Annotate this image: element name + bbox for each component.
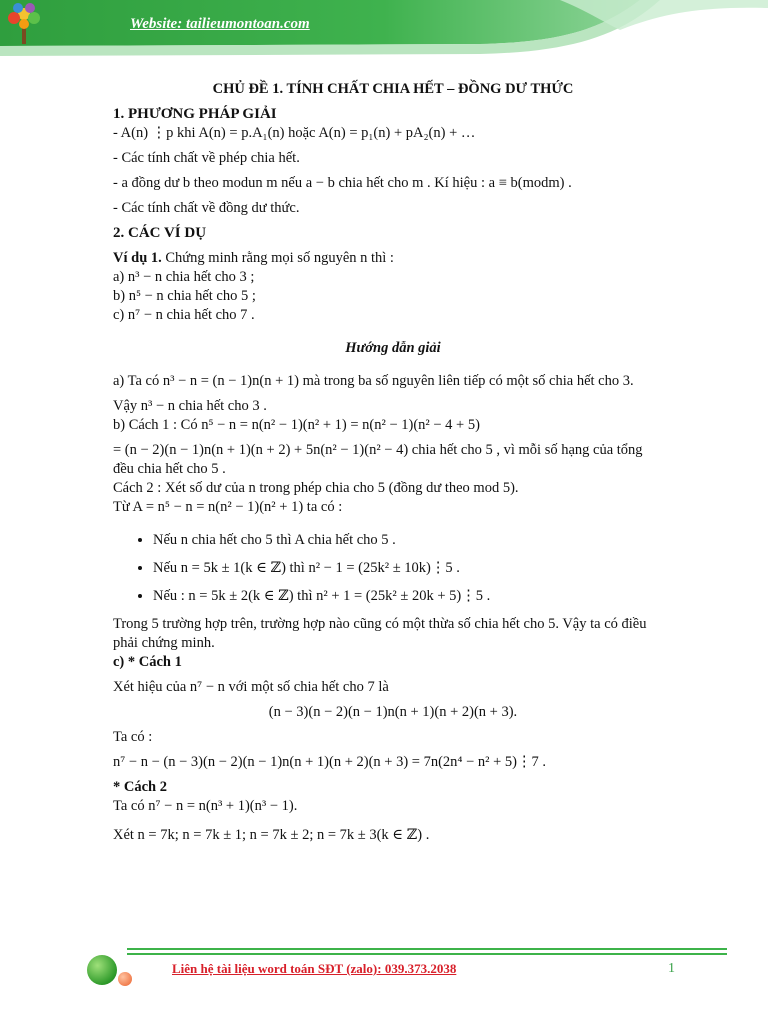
solution-c-heading: c) * Cách 1 [113, 654, 182, 670]
footer-divider [127, 948, 727, 958]
solution-b-line-5: Từ A = n⁵ − n = n(n² − 1)(n² + 1) ta có : [113, 499, 343, 515]
header-wave-graphic [0, 0, 768, 62]
solution-b-conclusion: Trong 5 trường hợp trên, trường hợp nào cũng có một thừa số chia hết cho 5. Vậy ta có điều phải chứng minh. [113, 616, 647, 651]
solution-heading: Hướng dẫn giải [345, 340, 441, 356]
method-line-1: - A(n) ⋮p khi A(n) = p.A₁(n) hoặc A(n) = p₁(n) + pA₂(n) + … [113, 125, 476, 141]
solution-b-line-2: = (n − 2)(n − 1)n(n + 1)(n + 2) + 5n(n² − 1)(n² − 4) chia hết cho 5 , vì mỗi số hạng của tổng [113, 442, 643, 458]
solution-c-line-6: Xét n = 7k; n = 7k ± 1; n = 7k ± 2; n = 7k ± 3(k ∈ ℤ) . [113, 827, 430, 843]
page-number: 1 [668, 961, 675, 976]
header-banner [0, 0, 768, 62]
page-title: CHỦ ĐỀ 1. TÍNH CHẤT CHIA HẾT – ĐỒNG DƯ THỨC [212, 81, 574, 97]
section-heading-examples: 2. CÁC VÍ DỤ [113, 225, 207, 241]
method-line-3: - a đồng dư b theo modun m nếu a − b chia hết cho m . Kí hiệu : a ≡ b(modm) . [113, 175, 572, 191]
document-body [113, 80, 673, 845]
list-item: • Nếu : n = 5k ± 2(k ∈ ℤ) thì n² + 1 = (25k² ± 20k + 5)⋮5 . [153, 587, 673, 606]
example-part-b: b) n⁵ − n chia hết cho 5 ; [113, 288, 256, 304]
contact-link[interactable]: Liên hệ tài liệu word toán SĐT (zalo): 039.373.2038 [172, 961, 457, 976]
list-item: • Nếu n = 5k ± 1(k ∈ ℤ) thì n² − 1 = (25k² ± 10k)⋮5 . [153, 559, 673, 578]
solution-c-line-3: Ta có : [113, 729, 153, 745]
section-heading-method: 1. PHƯƠNG PHÁP GIẢI [113, 106, 277, 122]
case-list [113, 531, 673, 606]
solution-c-line-4: n⁷ − n − (n − 3)(n − 2)(n − 1)n(n + 1)(n + 2)(n + 3) = 7n(2n⁴ − n² + 5)⋮7 . [113, 754, 547, 770]
solution-b-line-3: đều chia hết cho 5 . [113, 461, 226, 477]
solution-b-line-1: b) Cách 1 : Có n⁵ − n = n(n² − 1)(n² + 1) = n(n² − 1)(n² − 4 + 5) [113, 417, 480, 433]
example-1-statement [113, 249, 673, 268]
example-part-c: c) n⁷ − n chia hết cho 7 . [113, 307, 255, 323]
example-text: Chứng minh rằng mọi số nguyên n thì : [161, 250, 394, 266]
example-part-a: a) n³ − n chia hết cho 3 ; [113, 269, 255, 285]
tree-logo-icon [0, 0, 48, 48]
website-link[interactable]: Website: tailieumontoan.com [130, 16, 310, 32]
orange-ball-icon [118, 972, 132, 986]
method-line-2: - Các tính chất về phép chia hết. [113, 150, 300, 166]
solution-c-line-5: Ta có n⁷ − n = n(n³ + 1)(n³ − 1). [113, 798, 298, 814]
example-label: Ví dụ 1. [113, 250, 162, 266]
solution-c-line-1: Xét hiệu của n⁷ − n với một số chia hết cho 7 là [113, 679, 389, 695]
solution-c-heading-2: * Cách 2 [113, 779, 167, 795]
solution-c-line-2: (n − 3)(n − 2)(n − 1)n(n + 1)(n + 2)(n + 3). [268, 704, 518, 720]
solution-b-line-4: Cách 2 : Xét số dư của n trong phép chia cho 5 (đồng dư theo mod 5). [113, 480, 519, 496]
solution-a-line-2: Vậy n³ − n chia hết cho 3 . [113, 398, 267, 414]
list-item: • Nếu n chia hết cho 5 thì A chia hết cho 5 . [153, 531, 673, 550]
solution-a-line-1: a) Ta có n³ − n = (n − 1)n(n + 1) mà trong ba số nguyên liên tiếp có một số chia hết cho 3. [113, 373, 634, 389]
method-line-4: - Các tính chất về đồng dư thức. [113, 200, 300, 216]
green-ball-icon [87, 955, 117, 985]
